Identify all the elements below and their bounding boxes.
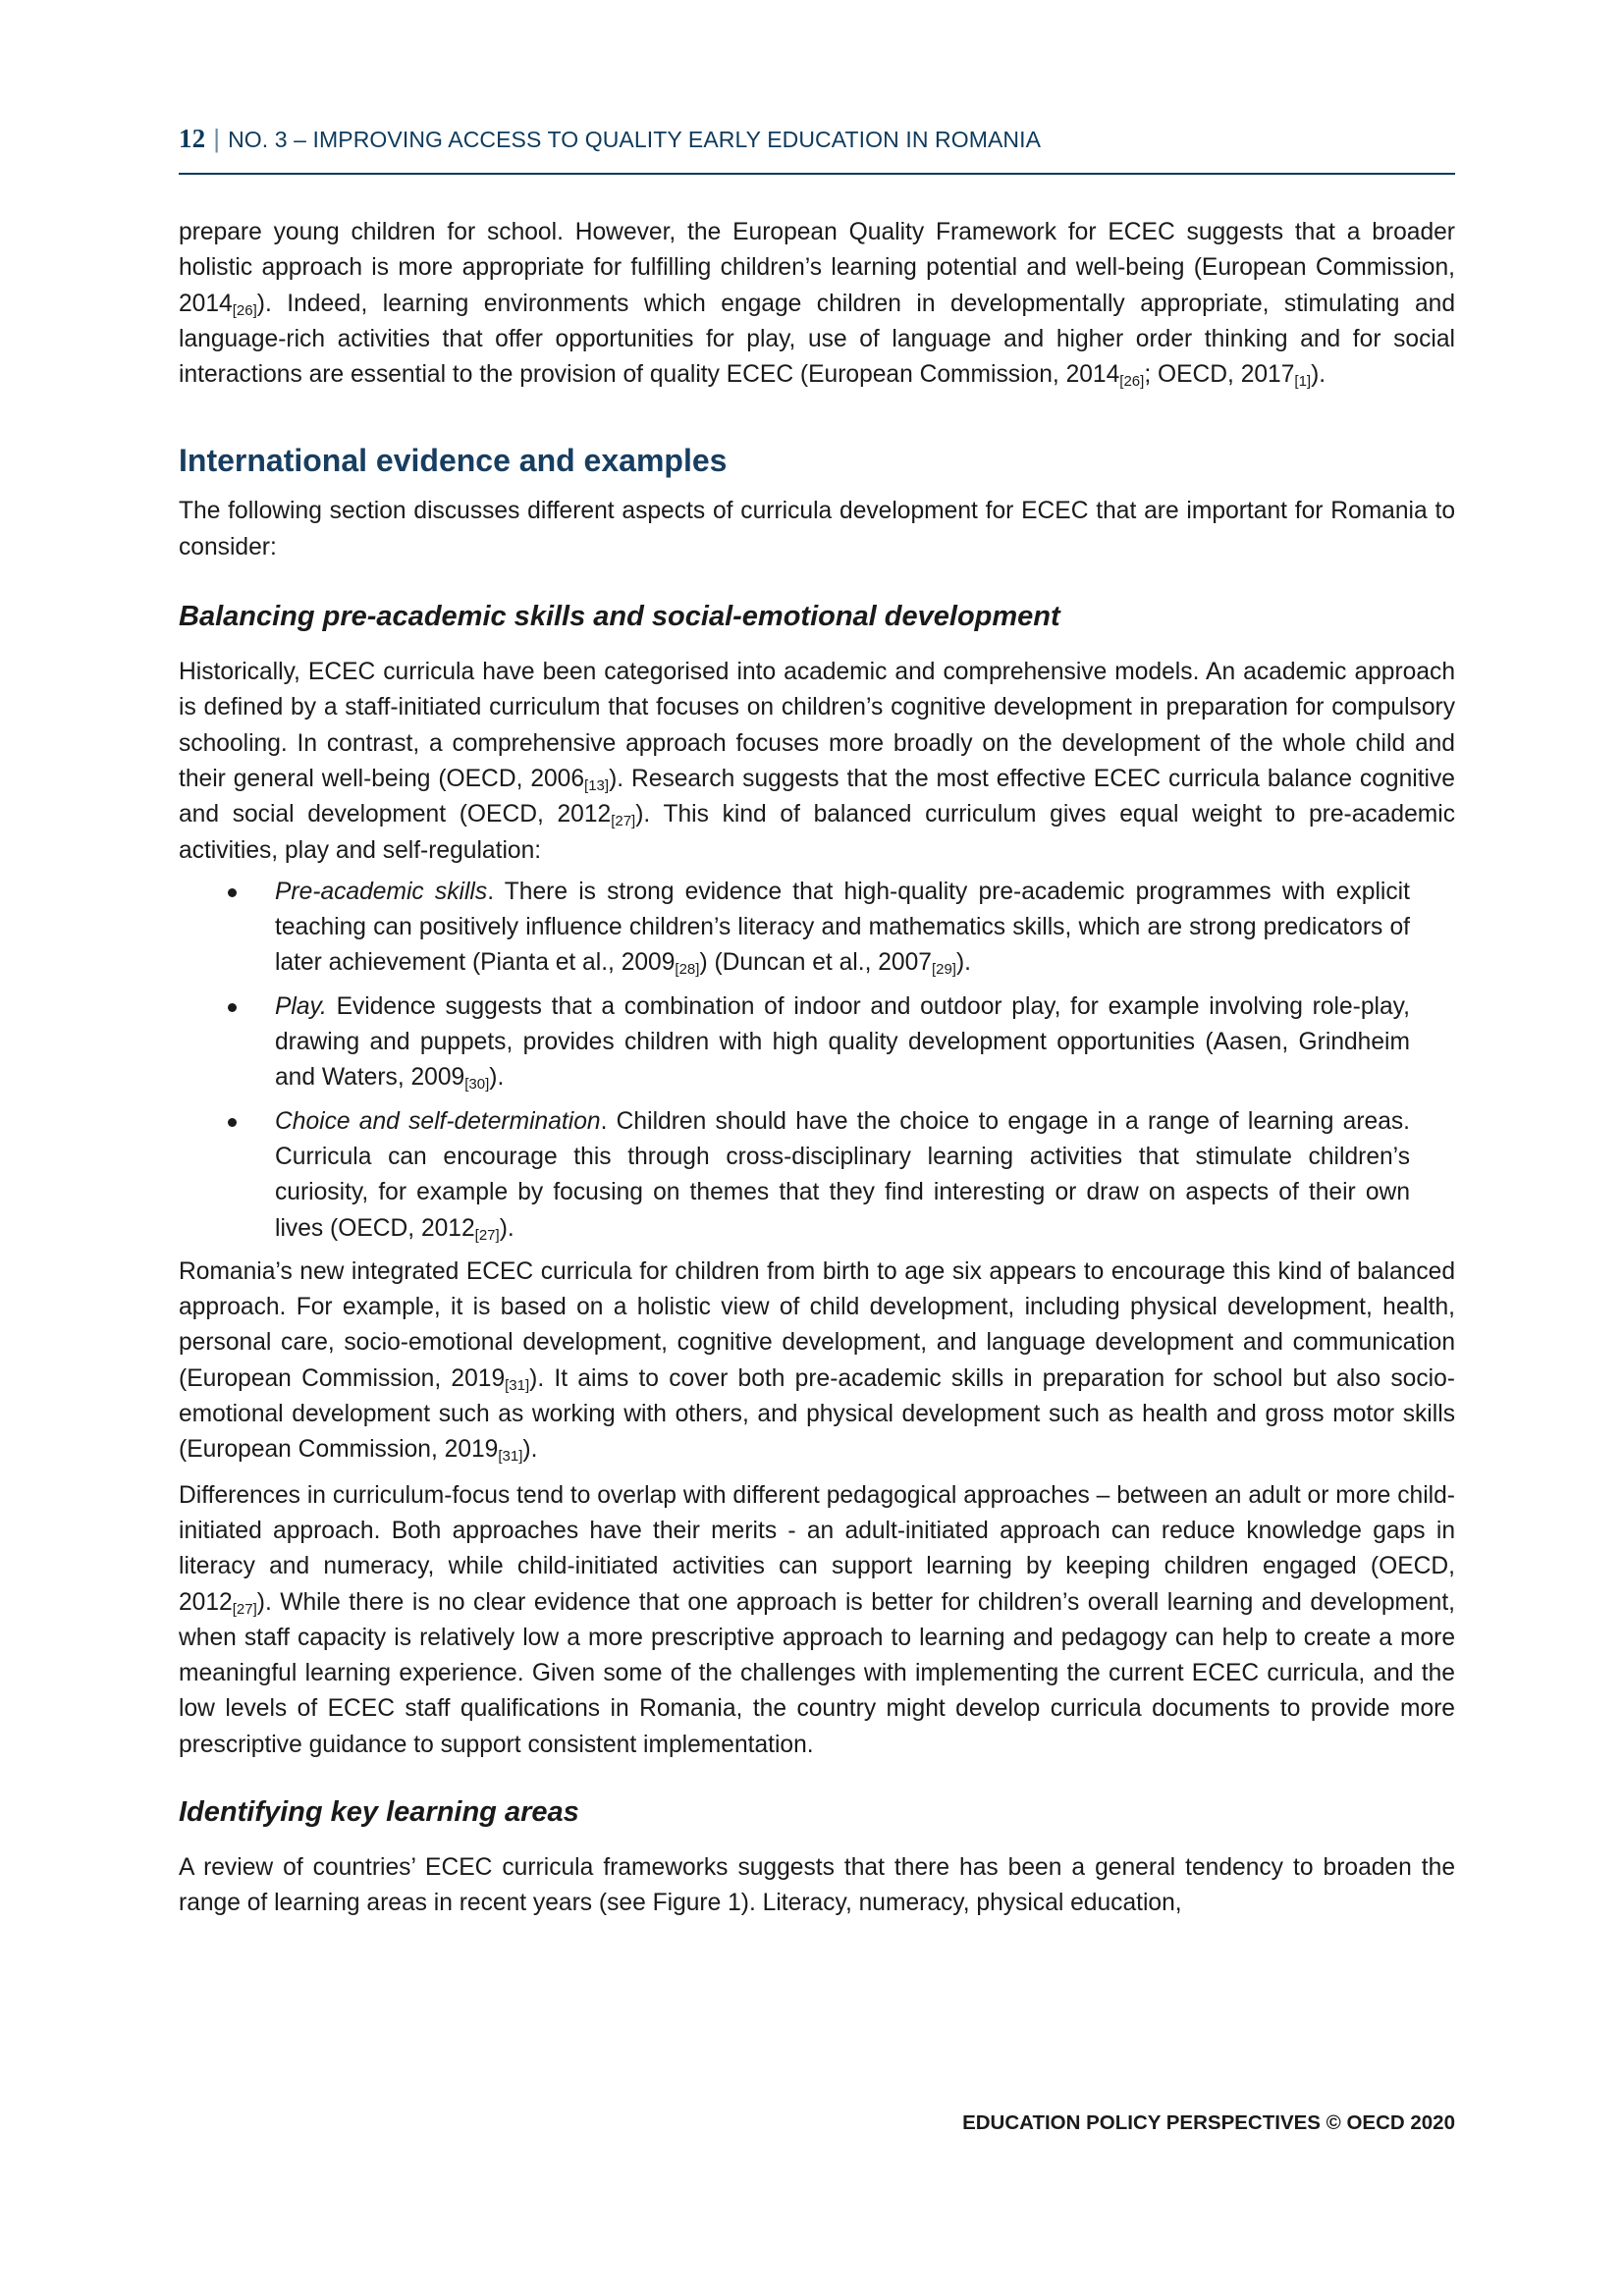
list-item: Play. Evidence suggests that a combination of indoor and outdoor play, for example involving role-play, drawing and puppets, provides children with high quality development opportunities (Aasen, Grindheim and Waters, $2009_{[30]}$). (179, 989, 1410, 1096)
citation-ref[interactable]: [27] (611, 813, 636, 830)
paragraph-4: Differences in curriculum-focus tend to overlap with different pedagogical approaches – between an adult or more child-initiated approach. Both approaches have their merits - an adult-initiated approach can reduce knowledge gaps in literacy and numeracy, while child-initiated activities can support learning by keeping children engaged (OECD, $2012_{[27]}$). While there is no clear evidence that one approach is better for children’s overall learning and development, when staff capacity is relatively low a more prescriptive approach to learning and pedagogy can help to create a more meaningful learning experience. Given some of the challenges with implementing the current ECEC curricula, and the low levels of ECEC staff qualifications in Romania, the country might develop curricula documents to provide more prescriptive guidance to support consistent implementation. (179, 1481, 1455, 1758)
paragraph-1: prepare young children for school. However, the European Quality Framework for ECEC suggests that a broader holistic approach is more appropriate for fulfilling children’s learning potential and well-being (European Commission, $2014_{[26]}$). Indeed, learning environments which engage children in developmentally appropriate, stimulating and language-rich activities that offer opportunities for play, use of language and higher order thinking and for social interactions are essential to the provision of quality ECEC (European Commission, $2014_{[26]}$; OECD, $2017_{[1]}$). (179, 219, 1455, 391)
intro-paragraph: The following section discusses different aspects of curricula development for ECEC that are important for Romania to consider: (179, 498, 1455, 561)
running-header (179, 124, 1455, 154)
list-item: Choice and self-determination. Children should have the choice to engage in a range of learning areas. Curricula can encourage this through cross-disciplinary learning activities that stimulate children’s curiosity, for example by focusing on themes that they find interesting or draw on aspects of their own lives (OECD, $2012_{[27]}$). (179, 1104, 1410, 1247)
bullet-icon (228, 888, 237, 897)
citation-ref[interactable]: [1] (1294, 373, 1312, 391)
citation-ref[interactable]: [31] (498, 1448, 523, 1466)
subheading-balancing: Balancing pre-academic skills and social-emotional development (179, 601, 1060, 633)
header-title: NO. 3 – IMPROVING ACCESS TO QUALITY EARLY EDUCATION IN ROMANIA (228, 127, 1042, 152)
citation-ref[interactable]: [27] (232, 1600, 257, 1618)
citation-ref[interactable]: [27] (474, 1226, 500, 1244)
subheading-learning-areas: Identifying key learning areas (179, 1795, 579, 1828)
page-footer: EDUCATION POLICY PERSPECTIVES © OECD 2020 (962, 2111, 1455, 2134)
bullet-icon (228, 1118, 237, 1127)
bullet-list (179, 875, 1455, 1247)
page-number: 12 (179, 124, 206, 153)
section-heading: International evidence and examples (179, 443, 728, 479)
paragraph-3: Romania’s new integrated ECEC curricula for children from birth to age six appears to encourage this kind of balanced approach. For example, it is based on a holistic view of child development, including physical development, health, personal care, socio-emotional development, cognitive development, and language development and communication (European Commission, $2019_{[31]}$). It aims to cover both pre-academic skills in preparation for school but also socio-emotional development such as working with others, and physical development such as health and gross motor skills (European Commission, $2019_{[31]}$). (179, 1257, 1455, 1466)
header-separator: | (213, 124, 221, 153)
citation-ref[interactable]: [31] (505, 1376, 530, 1394)
document-body (179, 215, 1455, 1922)
header-rule (179, 173, 1455, 175)
paragraph-5: A review of countries’ ECEC curricula frameworks suggests that there has been a general tendency to broaden the range of learning areas in recent years (see Figure 1). Literacy, numeracy, physical education, (179, 1853, 1455, 1917)
citation-ref[interactable]: [26] (1119, 373, 1145, 391)
citation-ref[interactable]: [26] (232, 301, 257, 319)
list-item: Pre-academic skills. There is strong evidence that high-quality pre-academic programmes with explicit teaching can positively influence children’s literacy and mathematics skills, which are strong predicators of later achievement (Pianta et al., $2009_{[28]}$) (Duncan et al., $2007_{[29]}$). (179, 875, 1410, 982)
citation-ref[interactable]: [30] (464, 1076, 490, 1094)
citation-ref[interactable]: [28] (675, 961, 700, 979)
bullet-icon (228, 1003, 237, 1012)
citation-ref[interactable]: [29] (931, 961, 956, 979)
paragraph-2: Historically, ECEC curricula have been categorised into academic and comprehensive models. An academic approach is defined by a staff-initiated curriculum that focuses on children’s cognitive development in preparation for compulsory schooling. In contrast, a comprehensive approach focuses more broadly on the development of the whole child and their general well-being (OECD, $2006_{[13]}$). Research suggests that the most effective ECEC curricula balance cognitive and social development (OECD, $2012_{[27]}$). This kind of balanced curriculum gives equal weight to pre-academic activities, play and self-regulation: (179, 659, 1456, 864)
citation-ref[interactable]: [13] (584, 776, 610, 794)
